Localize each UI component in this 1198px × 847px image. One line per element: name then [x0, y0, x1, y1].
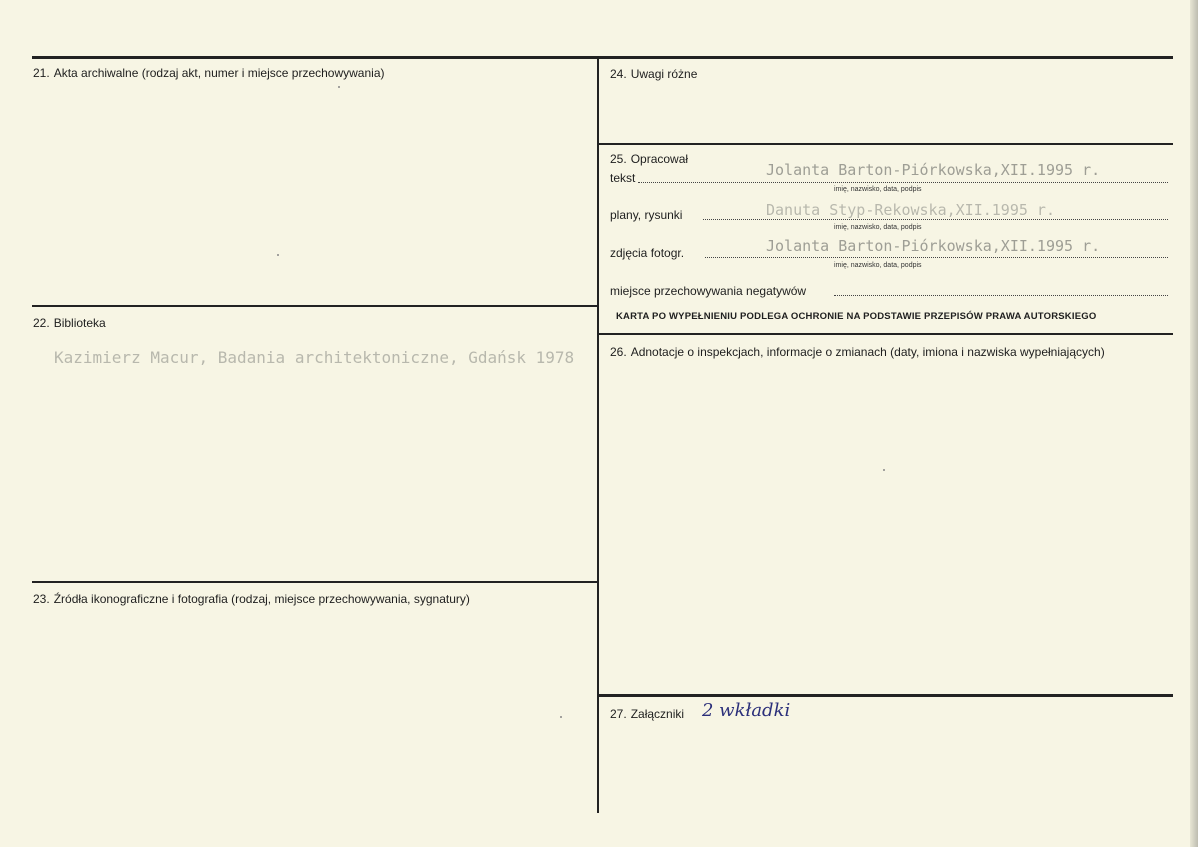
divider-21-22	[32, 305, 598, 307]
divider-22-23	[32, 581, 598, 583]
section-25-heading	[610, 152, 688, 166]
row-tekst-value: Jolanta Barton-Piórkowska,XII.1995 r.	[766, 161, 1101, 179]
paper-speck	[277, 254, 279, 256]
row-plany-caption: imię, nazwisko, data, podpis	[834, 224, 922, 231]
section-21-number: 21.	[33, 66, 50, 80]
section-21-heading	[33, 66, 384, 80]
section-23-number: 23.	[33, 592, 50, 606]
section-22-heading	[33, 316, 106, 330]
section-22-label: Biblioteka	[53, 316, 106, 330]
card-edge-shadow	[1190, 0, 1198, 847]
paper-speck	[560, 716, 562, 718]
row-zdjecia-caption: imię, nazwisko, data, podpis	[834, 262, 922, 269]
section-26-label: Adnotacje o inspekcjach, informacje o zmianach (daty, imiona i nazwiska wypełniających)	[630, 345, 1105, 359]
section-25-number: 25.	[610, 152, 627, 166]
row-tekst-label: tekst	[610, 171, 636, 185]
section-23-label: Źródła ikonograficzne i fotografia (rodzaj, miejsce przechowywania, sygnatury)	[53, 592, 470, 606]
section-27-number: 27.	[610, 707, 627, 721]
section-27-heading	[610, 707, 684, 721]
divider-25-26	[598, 333, 1173, 335]
section-27-label: Załączniki	[630, 707, 685, 721]
row-plany-label: plany, rysunki	[610, 208, 683, 222]
section-25-label: Opracował	[630, 152, 689, 166]
section-27-handwritten-note: 2 wkładki	[702, 700, 791, 721]
paper-speck	[883, 469, 885, 471]
section-21-label: Akta archiwalne (rodzaj akt, numer i miejsce przechowywania)	[53, 66, 385, 80]
section-23-heading	[33, 592, 470, 606]
section-22-typed-clip	[40, 344, 596, 370]
row-plany-value: Danuta Styp-Rekowska,XII.1995 r.	[766, 201, 1055, 219]
divider-26-27	[598, 694, 1173, 697]
section-24-label: Uwagi różne	[630, 67, 698, 81]
row-plany-dotted-line	[703, 219, 1168, 220]
negatives-dotted-line	[834, 295, 1168, 296]
row-zdjecia-label: zdjęcia fotogr.	[610, 246, 685, 260]
copyright-notice: KARTA PO WYPEŁNIENIU PODLEGA OCHRONIE NA PODSTAWIE PRZEPISÓW PRAWA AUTORSKIEGO	[616, 311, 1097, 322]
section-24-heading	[610, 67, 697, 81]
section-22-number: 22.	[33, 316, 50, 330]
divider-24-25	[598, 143, 1173, 145]
negatives-label: miejsce przechowywania negatywów	[610, 284, 807, 298]
section-22-typed-entry: Kazimierz Macur, Badania architektoniczne, Gdańsk 1978	[54, 348, 575, 367]
row-zdjecia-value: Jolanta Barton-Piórkowska,XII.1995 r.	[766, 237, 1101, 255]
row-zdjecia-dotted-line	[705, 257, 1168, 258]
top-border-line	[32, 56, 1173, 59]
center-divider-line	[597, 56, 599, 813]
section-26-heading	[610, 345, 1105, 359]
section-26-number: 26.	[610, 345, 627, 359]
section-24-number: 24.	[610, 67, 627, 81]
paper-speck	[338, 86, 340, 88]
row-tekst-dotted-line	[638, 182, 1168, 183]
row-tekst-caption: imię, nazwisko, data, podpis	[834, 186, 922, 193]
